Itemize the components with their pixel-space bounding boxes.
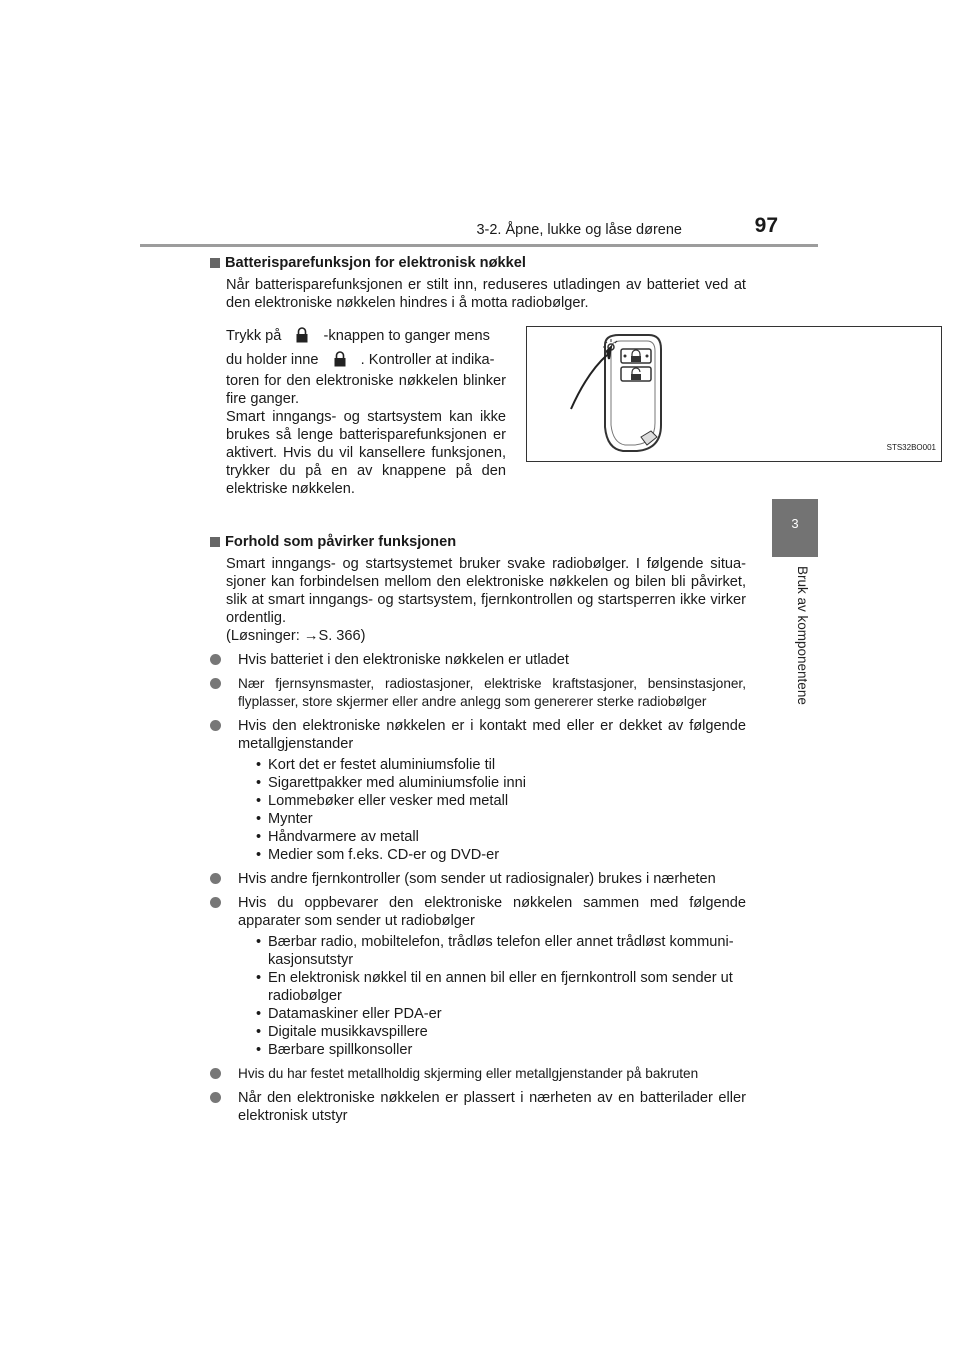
- sub-list-item: • Datamaskiner eller PDA-er: [256, 1005, 746, 1023]
- round-bullet-icon: [210, 1092, 221, 1103]
- page-header: [140, 212, 818, 248]
- conditions-heading: [210, 533, 746, 551]
- condition-text: Hvis batteriet i den elektroniske nøkkelen er utladet: [238, 652, 569, 668]
- condition-text: Hvis du oppbevarer den elektroniske nøkkelen sammen med følgende apparater som sender ut radiobølger: [238, 895, 746, 929]
- conditions-section: [210, 533, 746, 1125]
- sub-list-item: • Mynter: [256, 810, 746, 828]
- page-number: 97: [754, 214, 778, 237]
- electronic-key-illustration: [527, 327, 941, 461]
- condition-text: Hvis andre fjernkontroller (som sender ut radiosignaler) brukes i nærheten: [238, 871, 716, 887]
- round-bullet-icon: [210, 654, 221, 665]
- sub-list: [256, 933, 746, 1059]
- lock-open-icon: [631, 374, 641, 380]
- step-line-1: [226, 324, 506, 348]
- condition-text: Hvis den elektroniske nøkkelen er i kontakt med eller er dekket av følgende metallgjenstander: [238, 718, 746, 752]
- condition-item: [210, 1089, 746, 1125]
- figure-code: STS32BO001: [886, 443, 936, 452]
- square-bullet-icon: [210, 537, 220, 547]
- step-text: . Kontroller at indika-: [360, 352, 495, 368]
- sub-list-item: • Håndvarmere av metall: [256, 828, 746, 846]
- lock-closed-icon: [631, 356, 641, 362]
- sub-list-item: • Medier som f.eks. CD-er og DVD-er: [256, 846, 746, 864]
- condition-item: [210, 651, 746, 669]
- battery-note: Smart inngangs- og startsystem kan ikke brukes så lenge batterisparefunksjonen er aktivert. Hvis du vil kansellere funksjonen, trykker du på en av knappene på den elektriske nøkkelen.: [226, 409, 506, 497]
- battery-intro: Når batterisparefunksjonen er stilt inn, reduseres utladingen av batteriet ved at den elektroniske nøkkelen hindres i å motta radiobølger.: [226, 277, 746, 311]
- conditions-heading-text: Forhold som påvirker funksjonen: [225, 534, 457, 550]
- battery-instructions: [210, 324, 936, 507]
- condition-item: [210, 894, 746, 1059]
- round-bullet-icon: [210, 678, 221, 689]
- step-text: -knappen to ganger mens: [323, 328, 490, 344]
- round-bullet-icon: [210, 720, 221, 731]
- chapter-label: Bruk av komponentene: [795, 566, 810, 705]
- sub-list-item: • Bærbar radio, mobiltelefon, trådløs telefon eller annet trådløst kommuni-kasjonsutstyr: [256, 933, 746, 969]
- lock-closed-icon: [333, 351, 347, 367]
- step-line-2: [226, 348, 506, 372]
- sub-list-item: • Lommebøker eller vesker med metall: [256, 792, 746, 810]
- round-bullet-icon: [210, 873, 221, 884]
- step-text: du holder inne: [226, 352, 319, 368]
- sub-list-item: • Sigarettpakker med aluminiumsfolie inni: [256, 774, 746, 792]
- sub-list-item: • En elektronisk nøkkel til en annen bil eller en fjernkontroll som sender ut radiobølger: [256, 969, 746, 1005]
- sub-list-item: • Kort det er festet aluminiumsfolie til: [256, 756, 746, 774]
- arrow-icon: [571, 355, 607, 409]
- step-text: Trykk på: [226, 328, 282, 344]
- key-fob-figure: [526, 326, 942, 462]
- solutions-ref: (Løsninger: →S. 366): [226, 628, 366, 644]
- sub-list: [256, 756, 746, 864]
- condition-item: [210, 870, 746, 888]
- step-rest: toren for den elektroniske nøkkelen blinker fire ganger.: [226, 373, 506, 407]
- battery-heading: [210, 254, 746, 272]
- condition-text: Nær fjernsynsmaster, radiostasjoner, elektriske kraftstasjoner, bensinstasjoner, flyplasser, store skjermer eller andre anlegg som genererer sterke radiobølger: [238, 676, 746, 709]
- sub-list-item: • Digitale musikkavspillere: [256, 1023, 746, 1041]
- round-bullet-icon: [210, 897, 221, 908]
- square-bullet-icon: [210, 258, 220, 268]
- chapter-tab: [772, 499, 818, 557]
- condition-item: [210, 1065, 746, 1083]
- condition-text: Hvis du har festet metallholdig skjerming eller metallgjenstander på bakruten: [238, 1066, 699, 1081]
- chapter-number: 3: [791, 516, 799, 531]
- round-bullet-icon: [210, 1068, 221, 1079]
- battery-steps: [226, 324, 506, 498]
- condition-item: [210, 675, 746, 711]
- battery-heading-text: Batterisparefunksjon for elektronisk nøkkel: [225, 255, 526, 271]
- lock-closed-icon: [295, 327, 309, 343]
- header-rule: [140, 244, 818, 247]
- condition-text: Når den elektroniske nøkkelen er plassert i nærheten av en batterilader eller elektronisk utstyr: [238, 1090, 746, 1124]
- section-title: 3-2. Åpne, lukke og låse dørene: [476, 222, 682, 238]
- condition-item: [210, 717, 746, 864]
- sub-list-item: • Bærbare spillkonsoller: [256, 1041, 746, 1059]
- conditions-intro: Smart inngangs- og startsystemet bruker svake radiobølger. I følgende situa-sjoner kan forbindelsen mellom den elektroniske nøkkelen og bilen bli påvirket, slik at smart inngangs- og startsystem, fjernkontrollen og startsperren ikke virker ordentlig.: [226, 556, 746, 626]
